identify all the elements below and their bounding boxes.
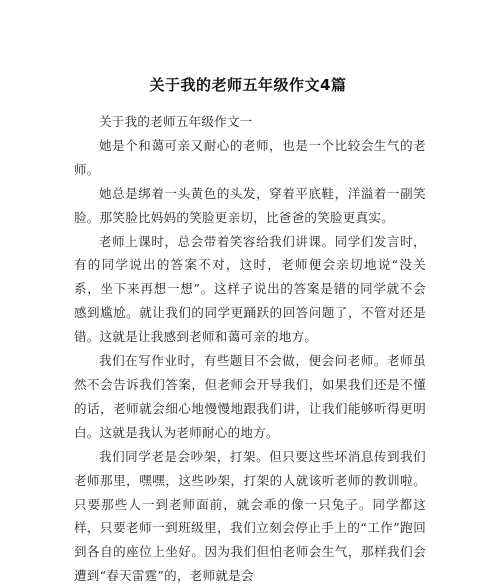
paragraph: 我们在写作业时，有些题目不会做，便会问老师。老师虽然不会告诉我们答案，但老师会开导我们，如果我们还是不懂的话，老师就会细心地慢慢地跟我们讲，让我们能够听得更明白。这就是我认为老师耐心的地方。	[74, 353, 426, 440]
paragraph: 她是个和蔼可亲又耐心的老师，也是一个比较会生气的老师。	[74, 137, 426, 177]
document-body	[74, 110, 426, 588]
paragraph: 老师上课时，总会带着笑容给我们讲课。同学们发言时，有的同学说出的答案不对，这时，老师便会亲切地说“没关系，坐下来再想一想”。这样子说出的答案是错的同学就不会感到尴尬。就让我们的同学更踊跃的回答问题了，不管对还是错。这就是让我感到老师和蔼可亲的地方。	[74, 233, 426, 345]
document-title: 关于我的老师五年级作文4篇	[149, 76, 347, 94]
paragraph: 她总是绑着一头黄色的头发，穿着平底鞋，洋溢着一副笑脸。那笑脸比妈妈的笑脸更亲切，比爸爸的笑脸更真实。	[74, 185, 426, 225]
section-heading: 关于我的老师五年级作文一	[99, 114, 253, 129]
paragraph: 我们同学老是会吵架，打架。但只要这些坏消息传到我们老师那里，嘿嘿，这些吵架，打架的人就该听老师的教训啦。只要那些人一到老师面前，就会乖的像一只兔子。同学都这样，只要老师一到班级里，我们立刻会停止手上的“工作”跑回到各自的座位上坐好。因为我们但怕老师会生气，那样我们会遭到“春天雷霆”的，老师就是会	[74, 448, 426, 584]
